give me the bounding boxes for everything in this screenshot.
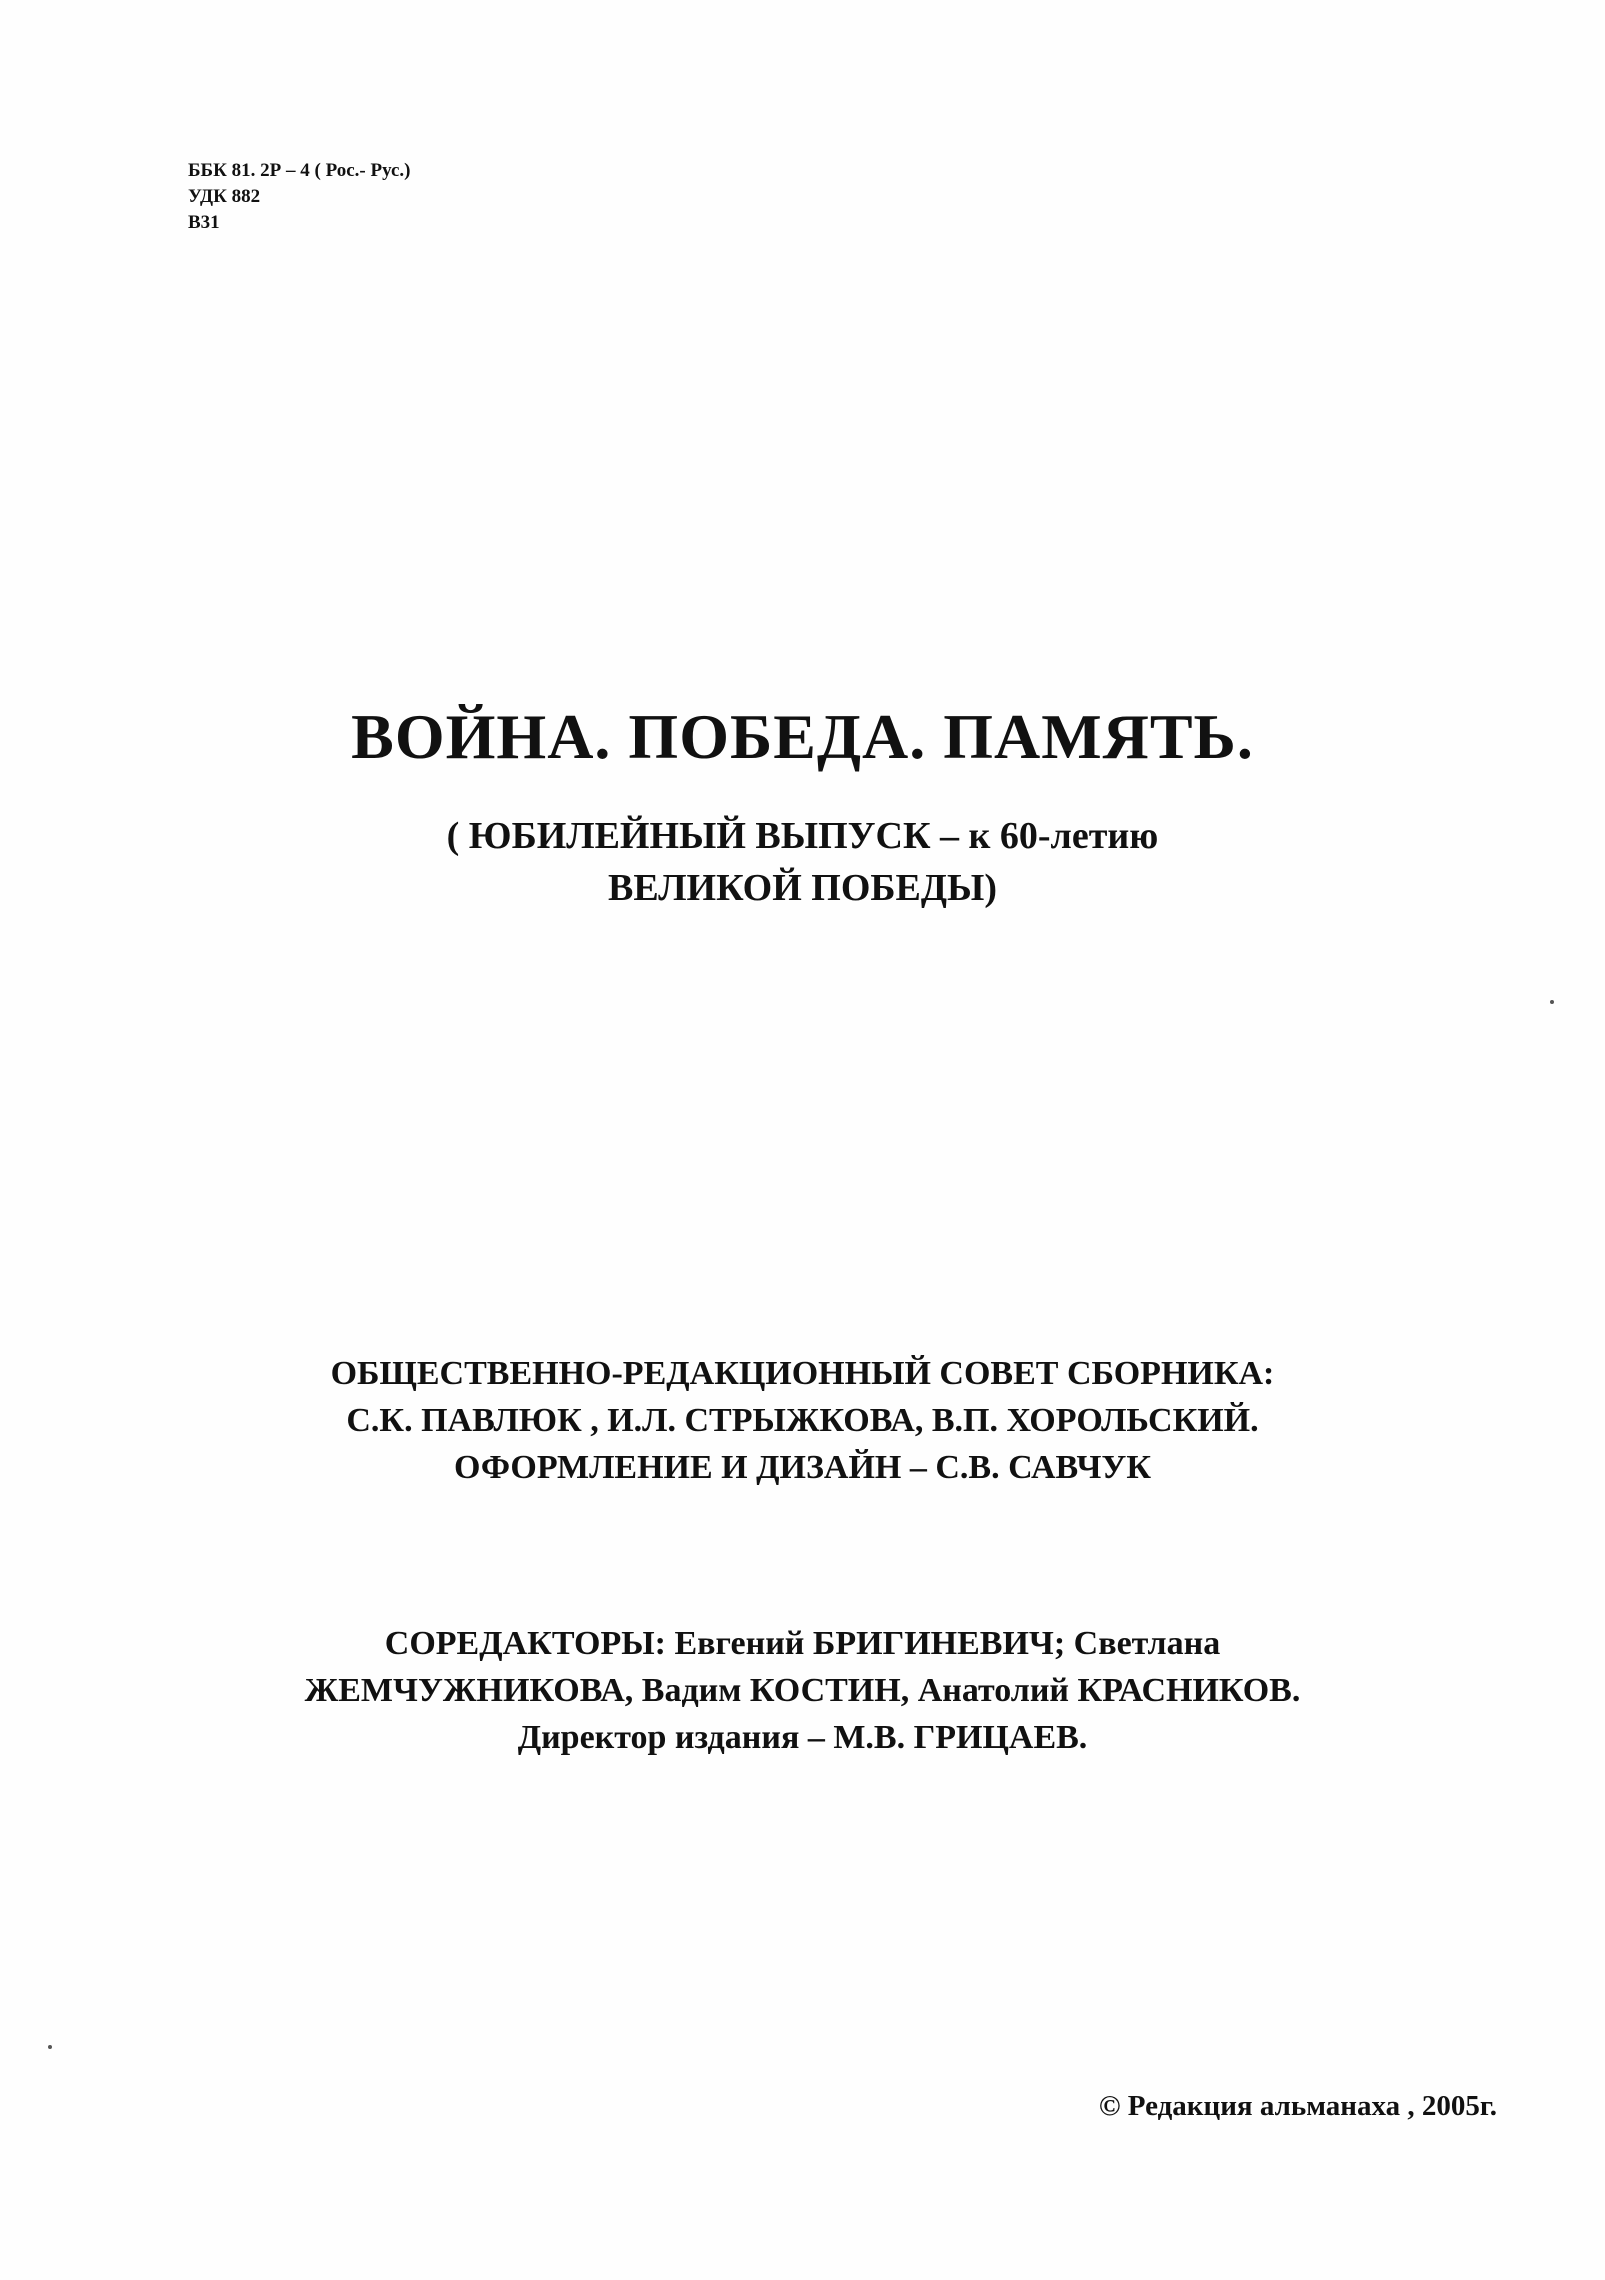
author-mark: В31: [188, 212, 220, 233]
council-line-2: С.К. ПАВЛЮК , И.Л. СТРЫЖКОВА, В.П. ХОРОЛЬСКИЙ.: [346, 1402, 1259, 1439]
coeditors-line-2: ЖЕМЧУЖНИКОВА, Вадим КОСТИН, Анатолий КРАСНИКОВ.: [304, 1672, 1301, 1709]
council-line-3: ОФОРМЛЕНИЕ И ДИЗАЙН – С.В. САВЧУК: [453, 1449, 1152, 1486]
bbk-code: ББК 81. 2Р – 4 ( Рос.- Рус.): [188, 160, 411, 181]
subtitle-line-2: ВЕЛИКОЙ ПОБЕДЫ): [608, 867, 997, 909]
coeditors-line-1: СОРЕДАКТОРЫ: Евгений БРИГИНЕВИЧ; Светлана: [384, 1625, 1221, 1662]
editorial-council-block: [0, 1350, 1605, 1491]
book-title: ВОЙНА. ПОБЕДА. ПАМЯТЬ.: [351, 701, 1254, 772]
coeditors-block: [0, 1620, 1605, 1761]
udk-code: УДК 882: [188, 186, 261, 207]
subtitle-block: [0, 810, 1605, 914]
scan-speck: [48, 2045, 52, 2049]
council-line-1: ОБЩЕСТВЕННО-РЕДАКЦИОННЫЙ СОВЕТ СБОРНИКА:: [330, 1355, 1275, 1392]
coeditors-line-3: Директор издания – М.В. ГРИЦАЕВ.: [517, 1719, 1088, 1756]
subtitle-line-1: ( ЮБИЛЕЙНЫЙ ВЫПУСК – к 60-летию: [446, 815, 1159, 857]
copyright-notice: © Редакция альманаха , 2005г.: [1098, 2090, 1497, 2122]
classification-block: [188, 158, 411, 236]
scan-speck: [1550, 1000, 1554, 1004]
